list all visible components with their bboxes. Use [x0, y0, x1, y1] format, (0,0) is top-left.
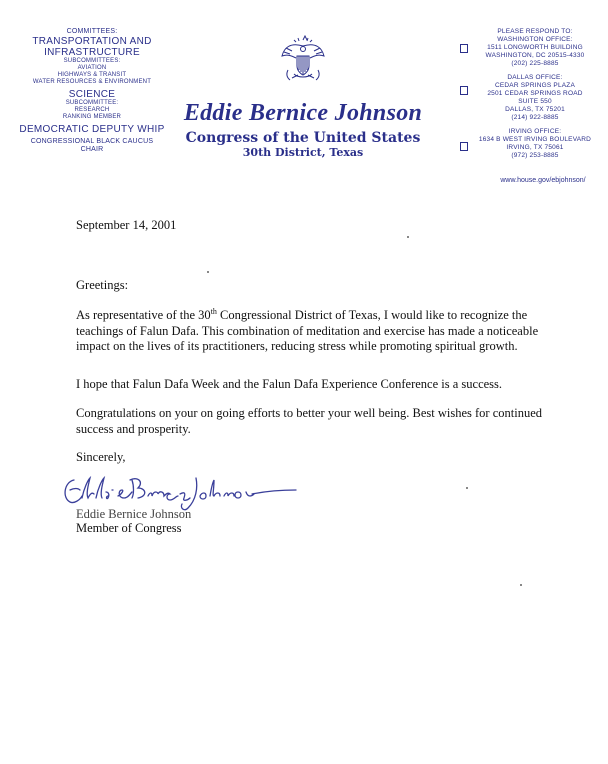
- letter-greeting: Greetings:: [76, 278, 129, 292]
- dallas-address-3: SUITE 550: [518, 98, 552, 105]
- irving-address-1: 1634 B WEST IRVING BOULEVARD: [478, 136, 592, 143]
- committees-label: COMMITTEES:: [66, 28, 118, 35]
- dc-label: WASHINGTON OFFICE:: [497, 36, 573, 43]
- dallas-office: [470, 74, 600, 122]
- irving-phone: (972) 253-8885: [511, 152, 559, 159]
- letter-closing: Sincerely,: [76, 450, 126, 464]
- committee-science: SCIENCE: [68, 89, 116, 100]
- committee-transportation-line2: INFRASTRUCTURE: [44, 47, 140, 58]
- congress-heading: Congress of the United States: [185, 130, 421, 146]
- irving-checkbox: [460, 142, 468, 151]
- eagle-seal-icon: [280, 34, 326, 86]
- ranking-member: RANKING MEMBER: [62, 114, 122, 120]
- subcommittee-aviation: AVIATION: [77, 65, 107, 71]
- letter-date: September 14, 2001: [76, 218, 177, 232]
- subcommittees-label: SUBCOMMITTEES:: [63, 58, 121, 64]
- dallas-checkbox: [460, 86, 468, 95]
- subcommittee-highways: HIGHWAYS & TRANSIT: [57, 72, 127, 78]
- dallas-phone: (214) 922-8885: [511, 114, 559, 121]
- dallas-address-4: DALLAS, TX 75201: [505, 106, 565, 113]
- respond-label: PLEASE RESPOND TO:: [497, 28, 573, 35]
- role-deputy-whip: DEMOCRATIC DEPUTY WHIP: [19, 124, 165, 135]
- dc-address-1: 1511 LONGWORTH BUILDING: [487, 44, 583, 51]
- irving-label: IRVING OFFICE:: [508, 128, 562, 135]
- washington-checkbox: [460, 44, 468, 53]
- scan-speck: [407, 236, 409, 238]
- dallas-label: DALLAS OFFICE:: [507, 74, 563, 81]
- signatory-title: Member of Congress: [76, 521, 182, 535]
- dc-address-2: WASHINGTON, DC 20515-4330: [485, 52, 585, 59]
- website-link: www.house.gov/ebjohnson/: [500, 177, 586, 184]
- member-name-heading: Eddie Bernice Johnson: [183, 100, 423, 126]
- subcommittee-water: WATER RESOURCES & ENVIRONMENT: [32, 79, 152, 85]
- dc-phone: (202) 225-8885: [511, 60, 559, 67]
- letter-paragraph-1: As representative of the 30th Congressional District of Texas, I would like to recognize the teachings of Falun Dafa. This combination of meditation and exercise has made a noticeable impact on the lives of its practitioners, reducing stress while promoting spiritual growth.: [76, 307, 539, 354]
- role-cbc-line2: CHAIR: [80, 146, 104, 153]
- committee-list: [12, 28, 172, 154]
- scan-speck: [207, 271, 209, 273]
- letter-paragraph-3: Congratulations on your on going efforts to better your well being. Best wishes for continued success and prosperity.: [76, 406, 543, 436]
- subcommittee-label: SUBCOMMITTEE:: [65, 100, 119, 106]
- irving-address-2: IRVING, TX 75061: [506, 144, 564, 151]
- dallas-address-2: 2501 CEDAR SPRINGS ROAD: [487, 90, 583, 97]
- subcommittee-research: RESEARCH: [74, 107, 110, 113]
- irving-office: [470, 128, 600, 160]
- scan-speck: [466, 487, 468, 489]
- signatory-name: Eddie Bernice Johnson: [76, 507, 192, 521]
- dallas-address-1: CEDAR SPRINGS PLAZA: [494, 82, 575, 89]
- washington-office: [470, 28, 600, 68]
- district-heading: 30th District, Texas: [242, 146, 364, 159]
- committee-transportation-line1: TRANSPORTATION AND: [32, 36, 152, 47]
- office-addresses: [470, 28, 600, 166]
- scan-speck: [520, 584, 522, 586]
- role-cbc-line1: CONGRESSIONAL BLACK CAUCUS: [30, 138, 154, 145]
- letter-paragraph-2: I hope that Falun Dafa Week and the Falun Dafa Experience Conference is a success.: [76, 377, 503, 391]
